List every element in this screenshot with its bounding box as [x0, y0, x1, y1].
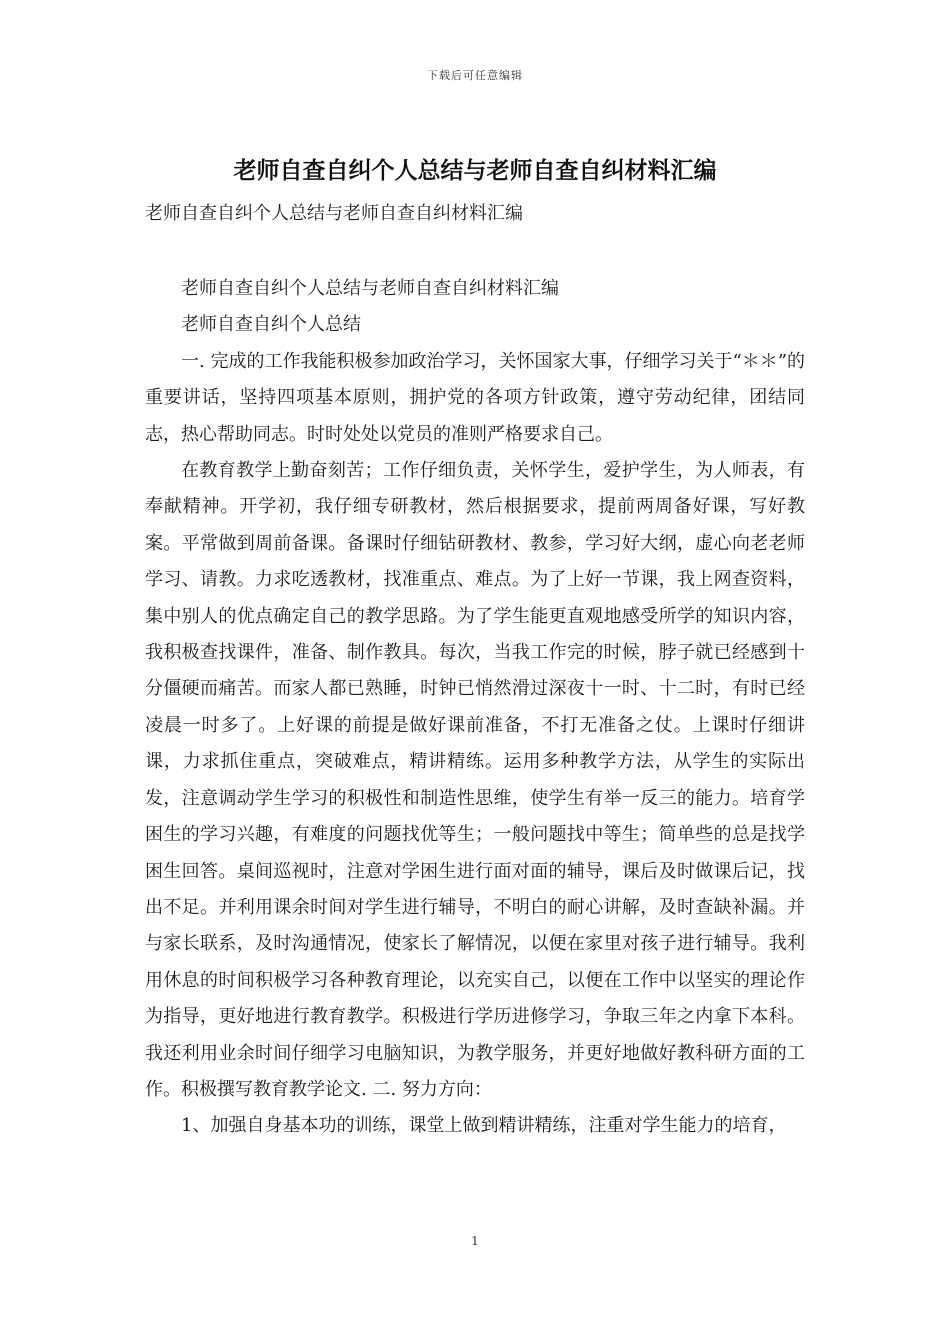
paragraph-teaching: 在教育教学上勤奋刻苦；工作仔细负责，关怀学生，爱护学生，为人师表，有奉献精神。开学初，我仔细专研教材，然后根据要求，提前两周备好课，写好教案。平常做到周前备课。备课时仔细钻研教材、教参，学习好大纲，虚心向老老师学习、请教。力求吃透教材，找准重点、难点。为了上好一节课，我上网查资料，集中别人的优点确定自己的教学思路。为了学生能更直观地感受所学的知识内容，我积极查找课件，准备、制作教具。每次，当我工作完的时候，脖子就已经感到十分僵硬而痛苦。而家人都已熟睡，时钟已悄然滑过深夜十一时、十二时，有时已经凌晨一时多了。上好课的前提是做好课前准备，不打无准备之仗。上课时仔细讲课，力求抓住重点，突破难点，精讲精练。运用多种教学方法，从学生的实际出发，注意调动学生学习的积极性和制造性思维，使学生有举一反三的能力。培育学困生的学习兴趣，有难度的问题找优等生；一般问题找中等生；简单些的总是找学困生回答。桌间巡视时，注意对学困生进行面对面的辅导，课后及时做课后记，找出不足。并利用课余时间对学生进行辅导，不明白的耐心讲解，及时查缺补漏。并与家长联系，及时沟通情况，使家长了解情况，以便在家里对孩子进行辅导。我利用休息的时间积极学习各种教育理论，以充实自己，以便在工作中以坚实的理论作为指导，更好地进行教育教学。积极进行学历进修学习，争取三年之内拿下本科。我还利用业余时间仔细学习电脑知识，为教学服务，并更好地做好教科研方面的工作。积极撰写教育教学论文. 二. 努力方向：: [145, 460, 805, 1100]
paragraph-section-title: 老师自查自纠个人总结: [181, 314, 361, 336]
document-subtitle: 老师自查自纠个人总结与老师自查自纠材料汇编: [145, 203, 523, 224]
paragraph-completed-work: 一. 完成的工作我能积极参加政治学习，关怀国家大事，仔细学习关于“＊＊”的重要讲话，坚持四项基本原则，拥护党的各项方针政策，遵守劳动纪律，团结同志，热心帮助同志。时时处处以党员的准则严格要求自己。: [145, 350, 805, 445]
paragraph-heading: 老师自查自纠个人总结与老师自查自纠材料汇编: [181, 278, 559, 299]
page-number: 1: [471, 1234, 479, 1248]
document-title: 老师自查自纠个人总结与老师自查自纠材料汇编: [233, 157, 717, 184]
document-body: [145, 271, 805, 1145]
page-header-note: 下载后可任意编辑: [427, 69, 523, 82]
paragraph-direction-item-1: 1、加强自身基本功的训练，课堂上做到精讲精练，注重对学生能力的培育，: [181, 1115, 787, 1137]
